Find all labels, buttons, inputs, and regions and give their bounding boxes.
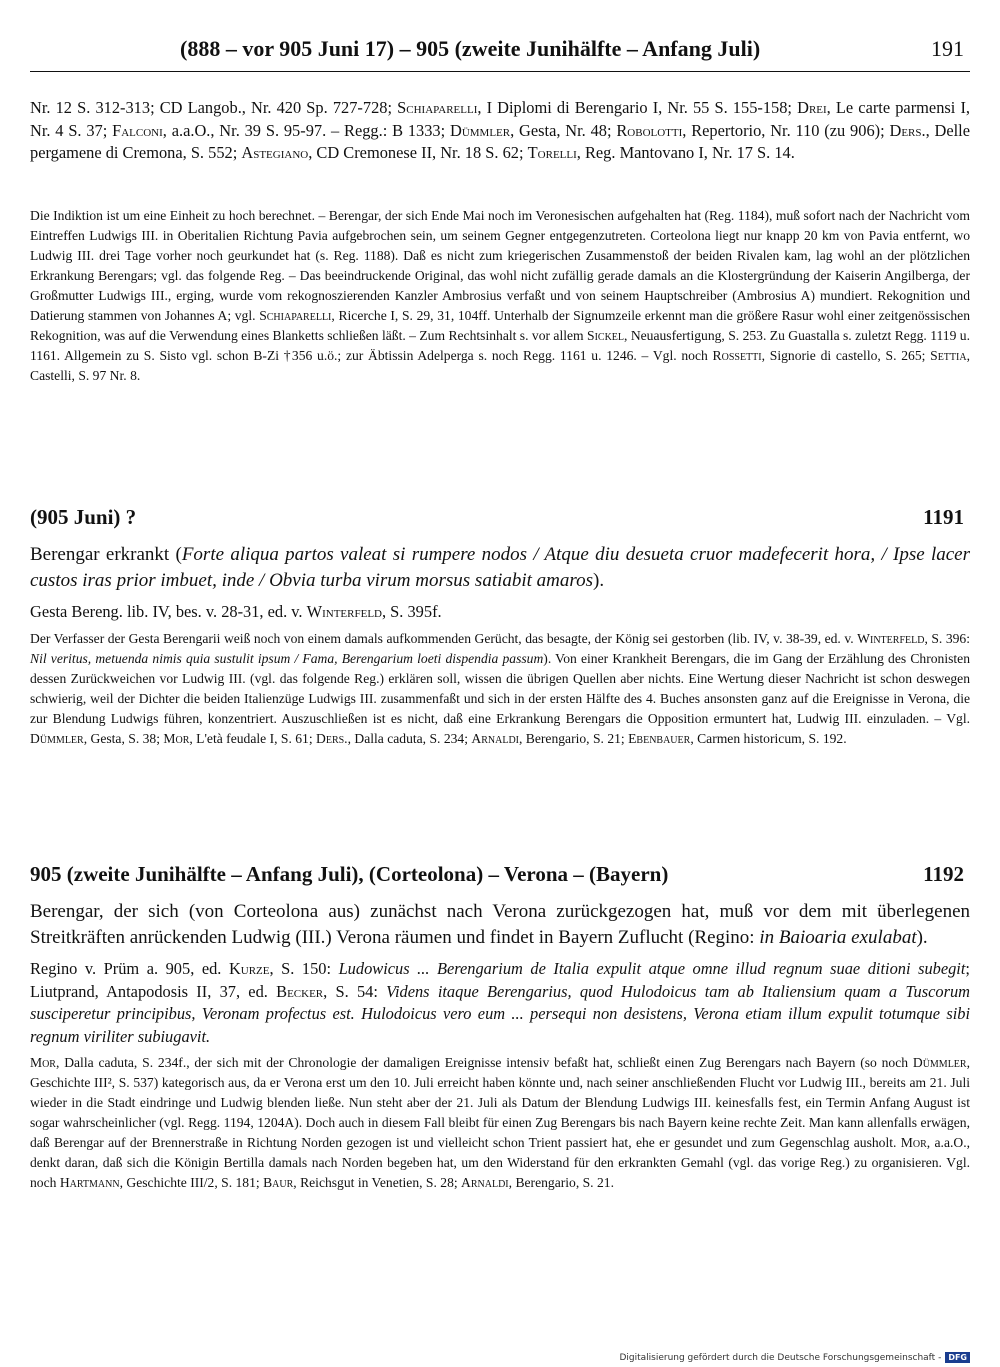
italic-quote: in Baioaria exulabat — [759, 927, 917, 948]
author-name: Dümmler — [912, 1055, 967, 1070]
italic-quote: Nil veritus, metuenda nimis quia sustulit ipsum / Fama, Berengarium loeti dispendia passum — [30, 650, 544, 666]
text-run: , Geschichte III/2, S. 181; — [119, 1175, 264, 1190]
text-run: , a.a.O., Nr. 39 S. 95-97. – Regg.: B 1333; — [162, 120, 450, 140]
text-run: Der Verfasser der Gesta Berengarii weiß noch von einem damals aufkommenden Gerücht, das besagte, der König sei gestorben (lib. IV, v. 38-39, ed. v. — [30, 630, 858, 646]
regest-1192-header — [30, 862, 970, 892]
header-rule — [30, 71, 970, 72]
text-run: , Neuausfertigung, S. 253. Zu Guastalla s. zuletzt Regg. 1119 u. 1161. Allgemein zu S. Sisto vgl. schon B-Zi †356 u.ö.; zur Äbtissin Adelperga s. noch Regg. 1161 u. 1246. – Vgl. noch — [30, 328, 970, 363]
text-run: , S. 150: — [269, 959, 339, 978]
text-run: , S. 54: — [323, 981, 387, 1001]
author-name: Becker — [276, 981, 324, 1001]
author-name: Winterfeld — [306, 602, 382, 621]
text-run: ). — [916, 927, 928, 948]
regest-1191 — [30, 505, 970, 749]
regest-1191-sources — [30, 601, 970, 624]
text-run: , Gesta, S. 38; — [83, 730, 164, 746]
text-run: ; Liutprand, Antapodosis II, 37, ed. — [30, 959, 970, 1001]
italic-quote: Videns itaque Berengarius, quod Hulodoicus tam ab Italiensium quam a Tuscorum susciperetur principibus, Veronam profectus est. Hulodoicus vero eum ... persequi non desistens, Verona etiam illum expulit totumque sibi regnum viriliter subiugavit. — [30, 981, 970, 1046]
text-run: , Berengario, S. 21. — [508, 1175, 614, 1190]
digitization-footer — [619, 1352, 970, 1363]
text-run: ). — [593, 570, 605, 591]
author-name: Ders. — [316, 730, 348, 746]
text-run: , Repertorio, Nr. 110 (zu 906); — [682, 120, 890, 140]
regest-1192-commentary — [30, 1053, 970, 1193]
author-name: Schiaparelli — [259, 308, 332, 323]
dfg-logo: DFG — [945, 1352, 970, 1363]
author-name: Mor — [30, 1055, 56, 1070]
author-name: Sickel — [587, 328, 625, 343]
regest-1192-summary — [30, 899, 970, 951]
text-run: , Dalla caduta, S. 234f., der sich mit der Chronologie der damaligen Ereignisse intensiv befaßt hat, schließt einen Zug Berengars nach Bayern (so noch — [55, 1055, 913, 1070]
top-sources — [30, 97, 970, 165]
author-name: Dümmler — [450, 120, 511, 140]
regest-1192-number: 1192 — [923, 862, 964, 886]
author-name: Rossetti — [712, 348, 762, 363]
text-run: , Le carte parmensi I, Nr. 4 S. 37; — [30, 98, 970, 140]
author-name: Hartmann — [59, 1175, 120, 1190]
running-head-title: (888 – vor 905 Juni 17) – 905 (zweite Junihälfte – Anfang Juli) — [180, 36, 761, 61]
author-name: Baur — [263, 1175, 294, 1190]
author-name: Arnaldi — [461, 1175, 509, 1190]
text-run: , Castelli, S. 97 Nr. 8. — [30, 348, 970, 383]
author-name: Drei — [797, 98, 827, 117]
author-name: Astegiano — [241, 143, 309, 162]
text-run: , Dalla caduta, S. 234; — [347, 730, 472, 746]
text-run: , S. 396: — [924, 630, 971, 646]
author-name: Torelli — [527, 143, 577, 162]
author-name: Kurze — [228, 959, 270, 978]
regest-1192-date: 905 (zweite Junihälfte – Anfang Juli), (Corteolona) – Verona – (Bayern) — [30, 862, 669, 886]
text-run: , Gesta, Nr. 48; — [510, 120, 617, 140]
author-name: Robolotti — [616, 120, 683, 140]
regest-1192 — [30, 862, 970, 1193]
running-head — [30, 36, 970, 66]
author-name: Mor — [900, 1135, 927, 1150]
text-run: , Reichsgut in Venetien, S. 28; — [293, 1175, 462, 1190]
regest-1192-sources — [30, 958, 970, 1048]
author-name: Settia — [930, 348, 967, 363]
author-name: Ebenbauer — [628, 730, 691, 746]
text-run: , S. 395f. — [381, 602, 442, 621]
text-run: , Berengario, S. 21; — [519, 730, 629, 746]
regest-1191-commentary — [30, 629, 970, 749]
author-name: Winterfeld — [857, 630, 925, 646]
author-name: Dümmler — [30, 730, 84, 746]
footer-text: Digitalisierung gefördert durch die Deutsche Forschungsgemeinschaft - — [619, 1352, 942, 1363]
regest-1191-date: (905 Juni) ? — [30, 505, 137, 529]
text-run: Berengar erkrankt ( — [30, 544, 182, 565]
top-commentary — [30, 206, 970, 386]
page-number: 191 — [931, 36, 964, 61]
text-run: , CD Cremonese II, Nr. 18 S. 62; — [308, 143, 528, 162]
author-name: Ders. — [889, 120, 926, 140]
text-run: , Carmen historicum, S. 192. — [690, 730, 847, 746]
text-run: Berengar, der sich (von Corteolona aus) zunächst nach Verona zurückgezogen hat, muß vor dem mit überlegenen Streitkräften anrückenden Ludwig (III.) Verona räumen und findet in Bayern Zuflucht (Regino: — [30, 901, 970, 948]
text-run: Nr. 12 S. 312-313; CD Langob., Nr. 420 Sp. 727-728; — [30, 98, 398, 117]
text-run: , I Diplomi di Berengario I, Nr. 55 S. 155-158; — [477, 98, 798, 117]
text-run: , Signorie di castello, S. 265; — [761, 348, 931, 363]
italic-quote: Forte aliqua partos valeat si rumpere nodos / Atque diu desueta cruor madefecerit hora, / Ipse lacer custos iras prior imbuet, inde / Obvia turba virum morsus satiabit amaros — [30, 544, 970, 591]
text-run: , Delle pergamene di Cremona, S. 552; — [30, 120, 971, 162]
text-run: , L'età feudale I, S. 61; — [189, 730, 317, 746]
text-run: ). Von einer Krankheit Berengars, die im Gang der Erzählung des Chronisten dessen Zurückweichen vor Ludwig III. (vgl. das folgende Reg.) erklären soll, wissen die übrigen Quellen aber nichts. Eine Wertung dieser Nachricht ist schon deswegen schwierig, weil der Dichter die beiden Italienzüge Ludwigs III. zusammenfaßt und sich in der ersten Hälfte des 4. Buches ansonsten ganz auf die Ereignisse in Verona, die zur Blendung Ludwigs führen, konzentriert. Auszuschließen ist es nicht, daß eine Erkrankung Berengars die Opposition ermuntert hat, Ludwig III. einzuladen. – Vgl. — [30, 650, 970, 726]
text-run: Regino v. Prüm a. 905, ed. — [30, 959, 229, 978]
regest-1191-number: 1191 — [923, 505, 964, 529]
author-name: Mor — [163, 730, 190, 746]
text-run: , a.a.O., denkt daran, daß sich die Königin Bertilla damals nach Norden begeben hat, um den Widerstand für den erkrankten Gemahl (vgl. das vorige Reg.) zu organisieren. Vgl. noch — [30, 1135, 970, 1190]
text-run: , Reg. Mantovano I, Nr. 17 S. 14. — [576, 143, 795, 162]
author-name: Falconi — [112, 120, 163, 140]
text-run: Gesta Bereng. lib. IV, bes. v. 28-31, ed. v. — [30, 602, 307, 621]
author-name: Arnaldi — [471, 730, 519, 746]
text-run: Die Indiktion ist um eine Einheit zu hoch berechnet. – Berengar, der sich Ende Mai noch im Veronesischen aufgehalten hat (Reg. 1184), muß sofort nach der Nachricht vom Eintreffen Ludwigs III. in Oberitalien Richtung Pavia aufgebrochen sein, um seinem Gegner entgegenzutreten. Corteolona liegt nur knapp 20 km von Pavia entfernt, wo Ludwig III. drei Tage vorher noch geurkundet hat (s. Reg. 1188). Daß es nicht zum kriegerischen Zusammenstoß der beiden Rivalen kam, lag wohl an der plötzlichen Erkrankung Berengars; vgl. das folgende Reg. – Das beeindruckende Original, das wohl nicht zufällig gerade damals an die Klostergründung der Kaiserin Angilberga, der Großmutter Ludwigs III., erging, wurde vom rekognoszierenden Kanzler Ambrosius verfaßt und von seinem Hauptschreiber (Ambrosius A) mundiert. Rekognition und Datierung stammen von Johannes A; vgl. — [30, 208, 970, 323]
text-run: , Ricerche I, S. 29, 31, 104ff. Unterhalb der Signumzeile erkennt man die größere Rasur wohl einer zeitgenössischen Rekognition, was auf die Verwendung eines Blanketts schließen läßt. – Zum Rechtsinhalt s. vor allem — [30, 308, 970, 343]
regest-1191-summary — [30, 542, 970, 594]
author-name: Schiaparelli — [397, 98, 478, 117]
italic-quote: Ludowicus ... Berengarium de Italia expulit atque omne illud regnum suae ditioni subegit — [338, 959, 966, 978]
text-run: , Geschichte III², S. 537) kategorisch aus, da er Verona erst um den 10. Juli erreicht haben könnte und, nach seiner anschließenden Flucht vor Ludwig III., bereits am 21. Juli wieder in die Stadt eindringe und Ludwig blenden ließe. Nun steht aber der 21. Juli als Datum der Blendung Ludwigs III. keinesfalls fest, ein Termin Anfang August ist sogar wahrscheinlicher (vgl. Regg. 1194, 1204A). Doch auch in diesem Fall bleibt für einen Zug Berengars bis nach Bayern keine rechte Zeit. Man kann allenfalls erwägen, daß Berengar auf der Brennerstraße in Richtung Norden gezogen ist und vielleicht schon Trient passiert hat, ehe er gesundet und zum Gegenschlag ausholt. — [30, 1055, 970, 1150]
regest-1191-header — [30, 505, 970, 535]
